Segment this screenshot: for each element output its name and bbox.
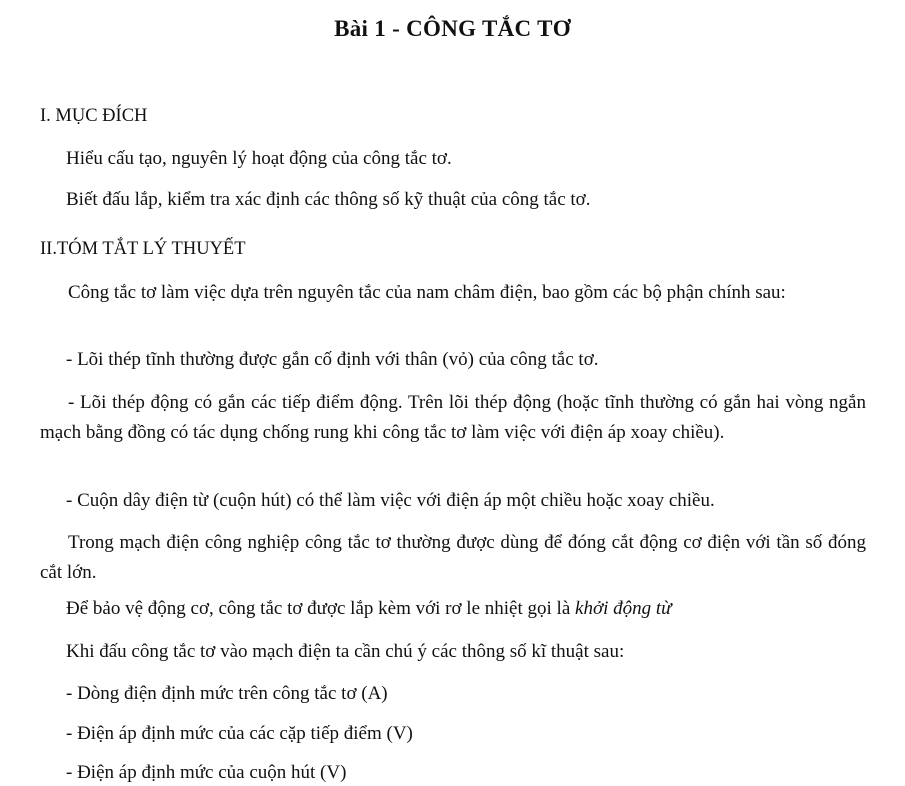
purpose-line: Hiểu cấu tạo, nguyên lý hoạt động của công tắc tơ. [66,148,452,169]
industry-paragraph: Trong mạch điện công nghiệp công tắc tơ thường được dùng để đóng cắt động cơ điện với tần số đóng cắt lớn. [40,532,866,583]
component-item: - Lõi thép tĩnh thường được gắn cố định với thân (vỏ) của công tắc tơ. [66,349,599,370]
theory-intro-paragraph: Công tắc tơ làm việc dựa trên nguyên tắc của nam châm điện, bao gồm các bộ phận chính sau: [68,282,786,303]
purpose-line: Biết đấu lắp, kiểm tra xác định các thông số kỹ thuật của công tắc tơ. [66,189,591,210]
component-item-paragraph: - Lõi thép động có gắn các tiếp điểm động. Trên lõi thép động (hoặc tĩnh thường có gắn hai vòng ngắn mạch bằng đồng có tác dụng chống rung khi công tắc tơ làm việc với điện áp xoay chiều). [40,392,866,443]
parameter-item: - Dòng điện định mức trên công tắc tơ (A) [66,683,388,704]
component-item: - Cuộn dây điện từ (cuộn hút) có thể làm việc với điện áp một chiều hoặc xoay chiều. [66,490,715,511]
page-title: Bài 1 - CÔNG TẮC TƠ [334,16,571,41]
protection-text: Để bảo vệ động cơ, công tắc tơ được lắp kèm với rơ le nhiệt gọi là [66,598,576,619]
protection-line [66,597,672,621]
protection-term: khởi động từ [575,598,672,619]
parameters-note: Khi đấu công tắc tơ vào mạch điện ta cần chú ý các thông số kĩ thuật sau: [66,641,625,662]
parameter-item: - Điện áp định mức của cuộn hút (V) [66,762,347,783]
section-heading-purpose: I. MỤC ĐÍCH [40,106,148,126]
parameter-item: - Điện áp định mức của các cặp tiếp điểm (V) [66,723,413,744]
section-heading-theory: II.TÓM TẮT LÝ THUYẾT [40,239,246,259]
